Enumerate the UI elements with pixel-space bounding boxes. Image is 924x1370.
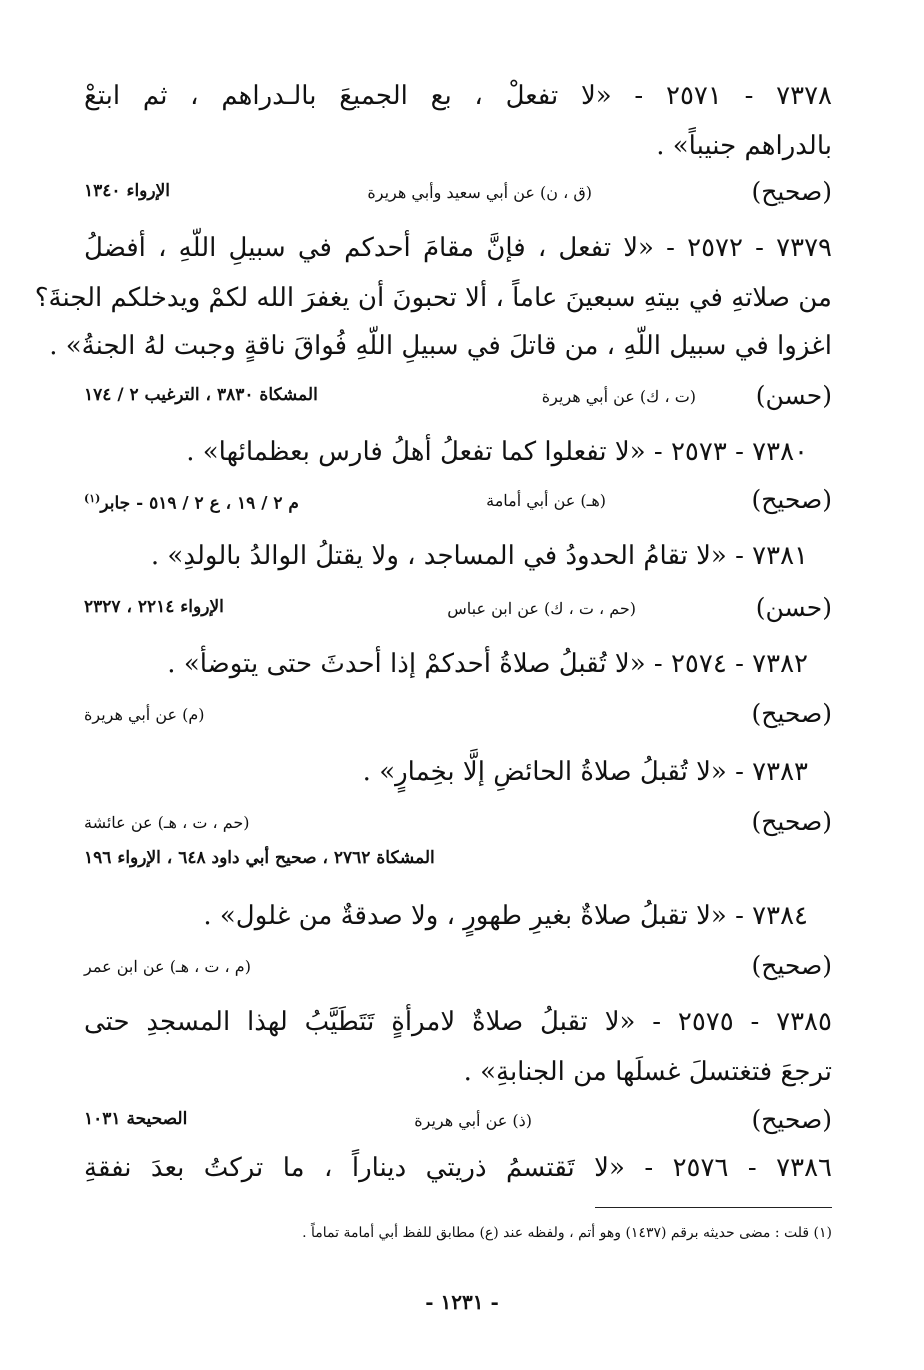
hadith-7382-meta [84, 694, 832, 734]
source-attribution: (حم ، ت ، هـ) عن عائشة [84, 813, 250, 832]
reference-citation: الإرواء ٢٢١٤ ، ٢٣٢٧ [84, 597, 224, 617]
hadith-7385-line-2: ترجعَ فتغتسلَ غسلَها من الجنابةِ» . [463, 1057, 832, 1087]
reference-citation [84, 488, 299, 515]
source-attribution: (م ، ت ، هـ) عن ابن عمر [84, 957, 251, 976]
hadith-7384-meta [84, 946, 832, 986]
page-number: - ١٢٣١ - [425, 1290, 499, 1314]
footnote-marker: (١) [84, 492, 101, 505]
hadith-7378-meta [84, 172, 832, 212]
reference-citation: الإرواء ١٣٤٠ [84, 181, 171, 201]
grade-label: (حسن) [755, 593, 832, 622]
hadith-7379-line-1: ٧٣٧٩ - ٢٥٧٢ - «لا تفعل ، فإنَّ مقامَ أحدكم في سبيلِ اللّهِ ، أفضلُ [84, 233, 832, 263]
hadith-7378-line-1: ٧٣٧٨ - ٢٥٧١ - «لا تفعلْ ، بع الجميعَ بالـدراهم ، ثم ابتعْ [84, 81, 832, 111]
hadith-7385-meta [84, 1100, 832, 1140]
hadith-7379-line-2: من صلاتهِ في بيتهِ سبعينَ عاماً ، ألا تحبونَ أن يغفرَ الله لكمْ ويدخلكم الجنةَ؟ [34, 283, 832, 313]
hadith-7380-meta [84, 480, 832, 520]
source-attribution: (ق ، ن) عن أبي سعيد وأبي هريرة [367, 183, 592, 202]
reference-citation: المشكاة ٣٨٣٠ ، الترغيب ٢ / ١٧٤ [84, 385, 318, 405]
footnote-separator [595, 1207, 832, 1208]
hadith-7380-line-1: ٧٣٨٠ - ٢٥٧٣ - «لا تفعلوا كما تفعلُ أهلُ فارس بعظمائها» . [186, 437, 808, 467]
grade-label: (صحيح) [751, 699, 832, 728]
hadith-7383-reference: المشكاة ٢٧٦٢ ، صحيح أبي داود ٦٤٨ ، الإرواء ١٩٦ [84, 848, 435, 868]
grade-label: (صحيح) [751, 1105, 832, 1134]
hadith-7381-meta [84, 588, 832, 628]
hadith-7385-line-1: ٧٣٨٥ - ٢٥٧٥ - «لا تقبلُ صلاةٌ لامرأةٍ تَتَطَيَّبُ لهذا المسجدِ حتى [84, 1007, 832, 1037]
hadith-7379-meta [84, 376, 832, 416]
hadith-7379-line-3: اغزوا في سبيل اللّهِ ، من قاتلَ في سبيلِ اللّهِ فُواقَ ناقةٍ وجبت لهُ الجنةُ» . [49, 331, 832, 361]
reference-text: م ٢ / ١٩ ، ع ٢ / ٥١٩ - جابر [100, 493, 299, 514]
source-attribution: (هـ) عن أبي أمامة [486, 491, 606, 510]
reference-citation: الصحيحة ١٠٣١ [84, 1109, 188, 1129]
hadith-7378-line-2: بالدراهم جنيباً» . [656, 131, 832, 161]
hadith-7386-line-1: ٧٣٨٦ - ٢٥٧٦ - «لا تَقتسمُ ذريتي ديناراً ، ما تركتُ بعدَ نفقةِ [84, 1153, 832, 1183]
grade-label: (صحيح) [751, 951, 832, 980]
grade-label: (صحيح) [751, 485, 832, 514]
grade-label: (حسن) [755, 381, 832, 410]
hadith-7382-line-1: ٧٣٨٢ - ٢٥٧٤ - «لا تُقبلُ صلاةُ أحدكمْ إذا أحدثَ حتى يتوضأ» . [167, 649, 808, 679]
hadith-7383-line-1: ٧٣٨٣ - «لا تُقبلُ صلاةُ الحائضِ إلَّا بخِمارٍ» . [362, 757, 808, 787]
hadith-7384-line-1: ٧٣٨٤ - «لا تقبلُ صلاةٌ بغيرِ طهورٍ ، ولا صدقةٌ من غلول» . [203, 901, 808, 931]
grade-label: (صحيح) [751, 177, 832, 206]
hadith-7383-meta [84, 802, 832, 842]
grade-label: (صحيح) [751, 807, 832, 836]
footnote: (١) قلت : مضى حديثه برقم (١٤٣٧) وهو أتم ، ولفظه عند (ع) مطابق للفظ أبي أمامة تماماً . [302, 1225, 832, 1241]
source-attribution: (م) عن أبي هريرة [84, 705, 205, 724]
source-attribution: (ذ) عن أبي هريرة [414, 1111, 532, 1130]
source-attribution: (ت ، ك) عن أبي هريرة [541, 387, 696, 406]
source-attribution: (حم ، ت ، ك) عن ابن عباس [447, 599, 636, 618]
hadith-7381-line-1: ٧٣٨١ - «لا تقامُ الحدودُ في المساجد ، ولا يقتلُ الوالدُ بالولدِ» . [150, 541, 808, 571]
